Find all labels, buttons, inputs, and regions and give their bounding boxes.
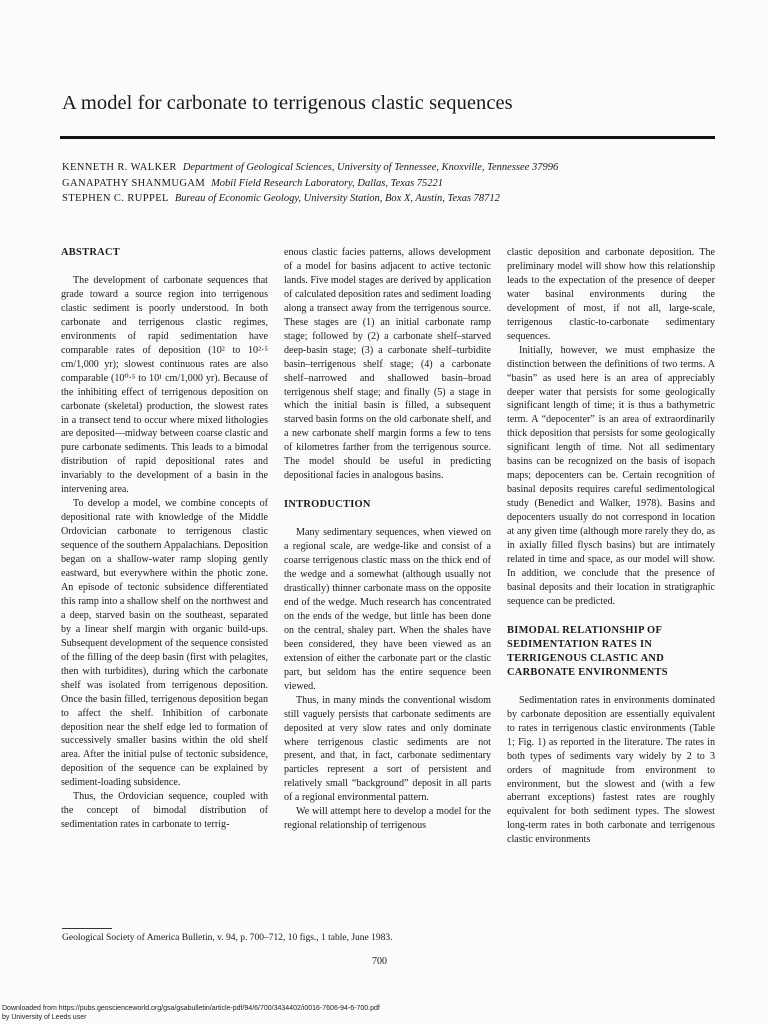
article-title: A model for carbonate to terrigenous clastic sequences bbox=[62, 92, 513, 114]
abstract-paragraph: Thus, the Ordovician sequence, coupled with the concept of bimodal distribution of sedimentation rates in carbonate to terrig- bbox=[61, 791, 268, 831]
author-name: GANAPATHY SHANMUGAM bbox=[62, 177, 206, 189]
section-heading-line: BIMODAL RELATIONSHIP OF bbox=[507, 624, 663, 636]
column-right bbox=[507, 246, 715, 847]
body-paragraph-continued: clastic deposition and carbonate deposition. The preliminary model will show how this relationship leads to the expectation of the presence of deeper water basinal environments during the development of most, if not all, large-scale, terrigenous clastic-to-carbonate sedimentary sequences. bbox=[507, 247, 715, 342]
abstract-heading: ABSTRACT bbox=[61, 247, 120, 258]
abstract-paragraph-continued: enous clastic facies patterns, allows development of a model for basins adjacent to active tectonic lands. Five model stages are derived by application of calculated deposition rates and sediment loading along a transect away from the terrigenous source. These stages are (1) an initial carbonate ramp stage; followed by (2) a carbonate shelf–starved deep-basin stage; (3) a carbonate shelf–turbidite basin–terrigenous shelf stage; (4) a carbonate shelf–narrowed and shallowed basin–broad terrigenous shelf stage; and finally (5) a stage in which the initial basin is filled, a subsequent starved basin forms on the old carbonate shelf, and a new carbonate shelf margin forms a few to tens of kilometres farther from the terrigenous source. The model should be useful in predicting depositional facies in analogous basins. bbox=[284, 247, 491, 482]
column-middle bbox=[284, 246, 491, 833]
body-paragraph: Initially, however, we must emphasize the distinction between the definitions of two terms. A “basin” as used here is an area of appreciably deeper water that persists for some geologically significant length of time; it is thus a bathymetric term. A “depocenter” is an area of extraordinarily thick deposition that persists for some geologically significant length of time. Not all sedimentary basins can be recognized on the basis of isopach maps; depocenters can be. Certain recognition of basinal deposits requires careful sedimentological study (Benedict and Walker, 1978). Basins and depocenters usually do not correspond in location at any given time (although more rarely they do, as in axially filled flysch basins) but are intimately related in time and space, as our model will show. In addition, we conclude that the presence of basinal deposits and their location in stratigraphic sequence can be predicted. bbox=[507, 344, 715, 607]
author-affiliation: Mobil Field Research Laboratory, Dallas, Texas 75221 bbox=[211, 177, 444, 189]
body-paragraph: We will attempt here to develop a model for the regional relationship of terrigenous bbox=[284, 806, 491, 832]
download-notice bbox=[2, 1005, 702, 1022]
author-affiliation: Department of Geological Sciences, University of Tennessee, Knoxville, Tennessee 37996 bbox=[182, 162, 559, 173]
title-rule bbox=[60, 136, 715, 139]
section-heading-line: CARBONATE ENVIRONMENTS bbox=[507, 666, 668, 678]
page-number: 700 bbox=[372, 956, 387, 967]
author-list bbox=[62, 160, 722, 207]
body-paragraph: Many sedimentary sequences, when viewed on a regional scale, are wedge-like and consist of a coarse terrigenous clastic mass on the thick end of the wedge and a somewhat (although usually not drastically) thinner carbonate mass on the opposite end of the wedge. Much research has concentrated on the ends of the wedge, but little has been done on the central, shaley part. When the shales have been considered, they have been viewed as an extension of either the carbonate part or the clastic part, but seldom has the entire sequence been viewed. bbox=[284, 527, 491, 692]
download-url-line: Downloaded from https://pubs.geoscienceworld.org/gsa/gsabulletin/article-pdf/94/6/700/3434402/i0016-7606-94-6-700.pdf bbox=[2, 1005, 380, 1012]
footnote-rule bbox=[62, 928, 112, 929]
section-heading bbox=[507, 624, 715, 680]
author-entry bbox=[62, 176, 722, 192]
author-name: KENNETH R. WALKER bbox=[62, 162, 177, 173]
column-left bbox=[61, 246, 268, 832]
introduction-heading: INTRODUCTION bbox=[284, 499, 371, 511]
author-entry bbox=[62, 191, 722, 207]
body-paragraph: Thus, in many minds the conventional wisdom still vaguely persists that carbonate sediments are deposited at very slow rates and only dominate where terrigenous clastic sediments are not present, and that, in fact, carbonate sedimentary particles represent a sort of persistent and relatively small “background” deposit in all parts of a regional environmental pattern. bbox=[284, 694, 491, 804]
abstract-paragraph: The development of carbonate sequences that grade toward a source region into terrigenous clastic sediment is poorly understood. In both carbonate and terrigenous clastic regimes, environments of rapid sedimentation have comparable rates of deposition (10² to 10²·⁵ cm/1,000 yr); slowest continuous rates are also comparable (10⁰·⁵ to 10¹ cm/1,000 yr). Because of the inhibiting effect of terrigenous deposition on carbonate (skeletal) production, the slowest rates in a transect tend to occur where mixed lithologies are deposited—midway between coarse clastic and pure carbonate sediments. This leads to a bimodal distribution of rapid depositional rates and invariably to the development of a basin in the intervening area. bbox=[61, 275, 268, 496]
abstract-paragraph: To develop a model, we combine concepts of depositional rate with knowledge of the Middle Ordovician carbonate to terrigenous clastic sequence of the southern Appalachians. Deposition began on a shallow-water ramp sloping gently eastward, but everywhere within the photic zone. An episode of tectonic subsidence differentiated this ramp into a shallow shelf on the northwest and a deep, starved basin on the southeast, separated by a linear shelf margin with organic build-ups. Subsequent development of the sequence consisted of the filling of the deep basin (first with pelagites, then with turbidites), during which the carbonate shelf was isolated from terrigenous deposition. Once the basin filled, terrigenous deposition began to affect the shelf. Inhibition of carbonate deposition near the shelf edge led to formation of successively smaller basins within the old shelf area. After the initial pulse of tectonic subsidence, deposition of the sequence can be explained by sediment-loading subsidence. bbox=[61, 498, 268, 789]
download-user-line: by University of Leeds user bbox=[2, 1013, 87, 1021]
author-name: STEPHEN C. RUPPEL bbox=[62, 193, 169, 204]
body-paragraph: Sedimentation rates in environments dominated by carbonate deposition are essentially equivalent to rates in terrigenous clastic environments (Table 1; Fig. 1) as reported in the literature. The rates in both types of sediments vary widely by 2 to 3 orders of magnitude from environment to environment, but the slowest and (with a few aberrant exceptions) fastest rates are roughly equivalent for both sediment types. The slowest long-term rates in both carbonate and terrigenous clastic environments bbox=[507, 694, 715, 846]
author-entry bbox=[62, 160, 722, 176]
section-heading-line: TERRIGENOUS CLASTIC AND bbox=[507, 652, 665, 664]
author-affiliation: Bureau of Economic Geology, University Station, Box X, Austin, Texas 78712 bbox=[174, 193, 500, 204]
journal-citation: Geological Society of America Bulletin, v. 94, p. 700–712, 10 figs., 1 table, June 1983. bbox=[62, 933, 393, 943]
section-heading-line: SEDIMENTATION RATES IN bbox=[507, 638, 653, 650]
